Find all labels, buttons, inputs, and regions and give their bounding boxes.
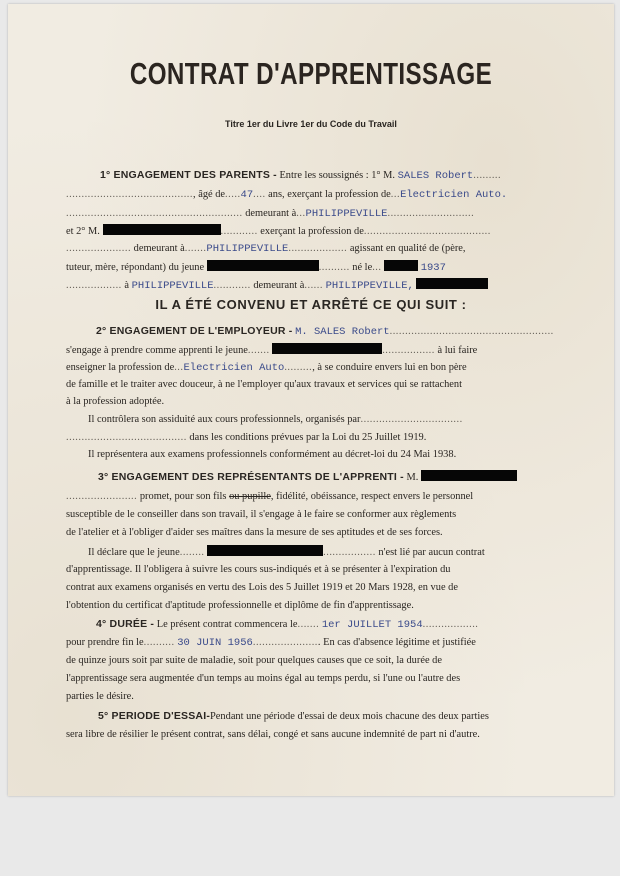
parent-name: SALES Robert [397,170,474,182]
s3-line-2: ....................... promet, pour son fils ou pupille, fidélité, obéissance, respect envers le personnel [66,491,474,502]
s2-profession-label: enseigner la profession de [66,362,175,373]
birth-year: 1937 [420,262,446,274]
s4-line-4: l'apprentissage sera augmentée d'un temps au moins égal au temps perdu, si l'une ou l'autre des [66,673,461,684]
s5-line-2: sera libre de résilier le présent contrat, sans délai, congé et sans aucune indemnité de part ni d'autre. [66,729,480,740]
s1-birthplace-label: à [124,280,129,291]
s3-line-4: de l'atelier et à l'obliger d'aider ses maîtres dans la mesure de ses aptitudes et de ses forces. [66,527,443,538]
s1-second-party: et 2° M. [66,226,100,237]
s4-absence-text: . En cas d'absence légitime et justifiée [317,637,476,648]
s2-line-3: enseigner la profession de...Electricien Auto........., à se conduire envers lui en bon père [66,362,467,374]
s5-trial-text: Pendant une période d'essai de deux mois chacune des deux parties [210,711,489,722]
s4-end-label: pour prendre fin le [66,637,144,648]
contract-page [8,4,614,796]
s4-line-1: 4° DURÉE - Le présent contrat commencera le....... 1er JUILLET 1954.................. [96,618,479,631]
s2-law-text: dans les conditions prévues par la Loi du 25 Juillet 1919. [189,432,427,443]
redacted-block [272,343,382,354]
parent2-city: PHILIPPEVILLE [206,243,289,255]
s1-born-label: né le [352,262,373,273]
s1-line-7: .................. à PHILIPPEVILLE............ demeurant à...... PHILIPPEVILLE, [66,278,488,293]
s2-line-1: 2° ENGAGEMENT DE L'EMPLOYEUR - M. SALES Robert..................................................... [96,325,554,338]
s1-residence3-label: demeurant à [253,280,305,291]
s4-line-2: pour prendre fin le.......... 30 JUIN 1956...................... En cas d'absence légitime et justifiée [66,637,476,649]
redacted-block [103,224,221,235]
employer-name: M. SALES Robert [295,326,390,338]
s1-line-1: 1° ENGAGEMENT DES PARENTS - Entre les soussignés : 1° M. SALES Robert......... [100,169,502,182]
s3-promise-text: promet, pour son fils [139,491,227,502]
redacted-block [421,470,517,481]
s2-line-5: à la profession adoptée. [66,396,165,407]
s4-line-5: parties le désire. [66,691,134,702]
apprentice-city: PHILIPPEVILLE, [325,280,414,292]
s4-start-label: Le présent contrat commencera le [156,619,298,630]
s3-declare-text: Il déclare que le jeune [88,547,180,558]
s2-heading: 2° ENGAGEMENT DE L'EMPLOYEUR - [96,325,293,337]
s1-residence2-label: demeurant à [133,243,185,254]
parent-profession: Electricien Auto. [400,189,508,201]
s3-m: M. [406,472,419,483]
s2-conduct-text: , à se conduire envers lui en bon père [312,362,467,373]
s1-text: Entre les soussignés : 1° M. [279,170,396,181]
parent-city: PHILIPPEVILLE [305,208,388,220]
s1-line-2: ........................................., âgé de.....47.... ans, exerçant la profession de...Electricien Auto. [66,189,508,201]
s3-obedience-text: , fidélité, obéissance, respect envers le personnel [270,491,474,502]
s3-line-6: d'apprentissage. Il l'obligera à suivre les cours sus-indiqués et à se présenter à l'expiration du [66,564,451,575]
s1-line-3: ......................................................... demeurant à...PHILIPPEVILLE............................ [66,208,475,220]
s3-line-5: Il déclare que le jeune........ ................. n'est lié par aucun contrat [88,547,485,558]
s3-line-1 [98,470,517,484]
parent-age: 47 [240,189,254,201]
s3-line-8: l'obtention du certificat d'aptitude professionnelle et diplôme de fin d'apprentissage. [66,600,414,611]
s1-line-6: tuteur, mère, répondant) du jeune .......... né le... 1937 [66,262,446,274]
s1-age-label: , âgé de [193,189,226,200]
s2-line-6: Il contrôlera son assiduité aux cours professionnels, organisés par................................. [88,414,463,425]
agreement-heading: IL A ÉTÉ CONVENU ET ARRÊTÉ CE QUI SUIT : [155,297,467,312]
s5-heading: 5° PERIODE D'ESSAI- [98,710,211,722]
s1-capacity-label: agissant en qualité de (père, [349,243,466,254]
s1-guardian-text: tuteur, mère, répondant) du jeune [66,262,205,273]
document-subtitle: Titre 1er du Livre 1er du Code du Travail [225,119,397,129]
redacted-block [384,260,418,271]
s2-assiduity-text: Il contrôlera son assiduité aux cours professionnels, organisés par [88,414,361,425]
redacted-block [416,278,488,289]
birthplace: PHILIPPEVILLE [131,280,214,292]
s1-profession2-label: exerçant la profession de [260,226,364,237]
s1-line-4: et 2° M. ............ exerçant la profession de......................................... [66,226,491,237]
s3-no-contract-text: n'est lié par aucun contrat [378,547,485,558]
s3-struck-pupille: ou pupille [229,491,271,502]
s3-heading: 3° ENGAGEMENT DES REPRÉSENTANTS DE L'APPRENTI - [98,471,404,483]
s2-line-2: s'engage à prendre comme apprenti le jeune....... ................. à lui faire [66,345,478,356]
start-date: 1er JUILLET 1954 [321,619,423,631]
s2-line-4: de famille et le traiter avec douceur, à ne l'employer qu'aux travaux et services qui se rattachent [66,379,462,390]
s1-line-5: ..................... demeurant à.......PHILIPPEVILLE................... agissant en qualité de (père, [66,243,466,255]
s3-line-3: susceptible de le conseiller dans son travail, il s'engage à le faire se conformer aux règlements [66,509,457,520]
s1-profession-label: ans, exerçant la profession de [268,189,391,200]
s4-heading: 4° DURÉE - [96,618,155,630]
s5-line-1 [98,710,489,723]
redacted-block [207,260,319,271]
document-title: CONTRAT D'APPRENTISSAGE [129,56,493,91]
s2-text: s'engage à prendre comme apprenti le jeune [66,345,248,356]
s4-line-3: de quinze jours soit par suite de maladie, soit pour quelques causes que ce soit, la durée de [66,655,442,666]
redacted-block [207,545,323,556]
end-date: 30 JUIN 1956 [177,637,253,649]
s1-heading: 1° ENGAGEMENT DES PARENTS - [100,169,277,181]
s2-line-7: ....................................... dans les conditions prévues par la Loi du 25 Juillet 1919. [66,432,427,443]
trade-profession: Electricien Auto [183,362,285,374]
s1-residence-label: demeurant à [245,208,297,219]
s2-teach-label: à lui faire [437,345,478,356]
s2-line-8: Il représentera aux examens professionnels conformément au décret-loi du 24 Mai 1938. [88,449,457,460]
s3-line-7: contrat aux examens organisés en vertu des Lois des 5 Juillet 1919 et 20 Mars 1928, en vue de [66,582,458,593]
